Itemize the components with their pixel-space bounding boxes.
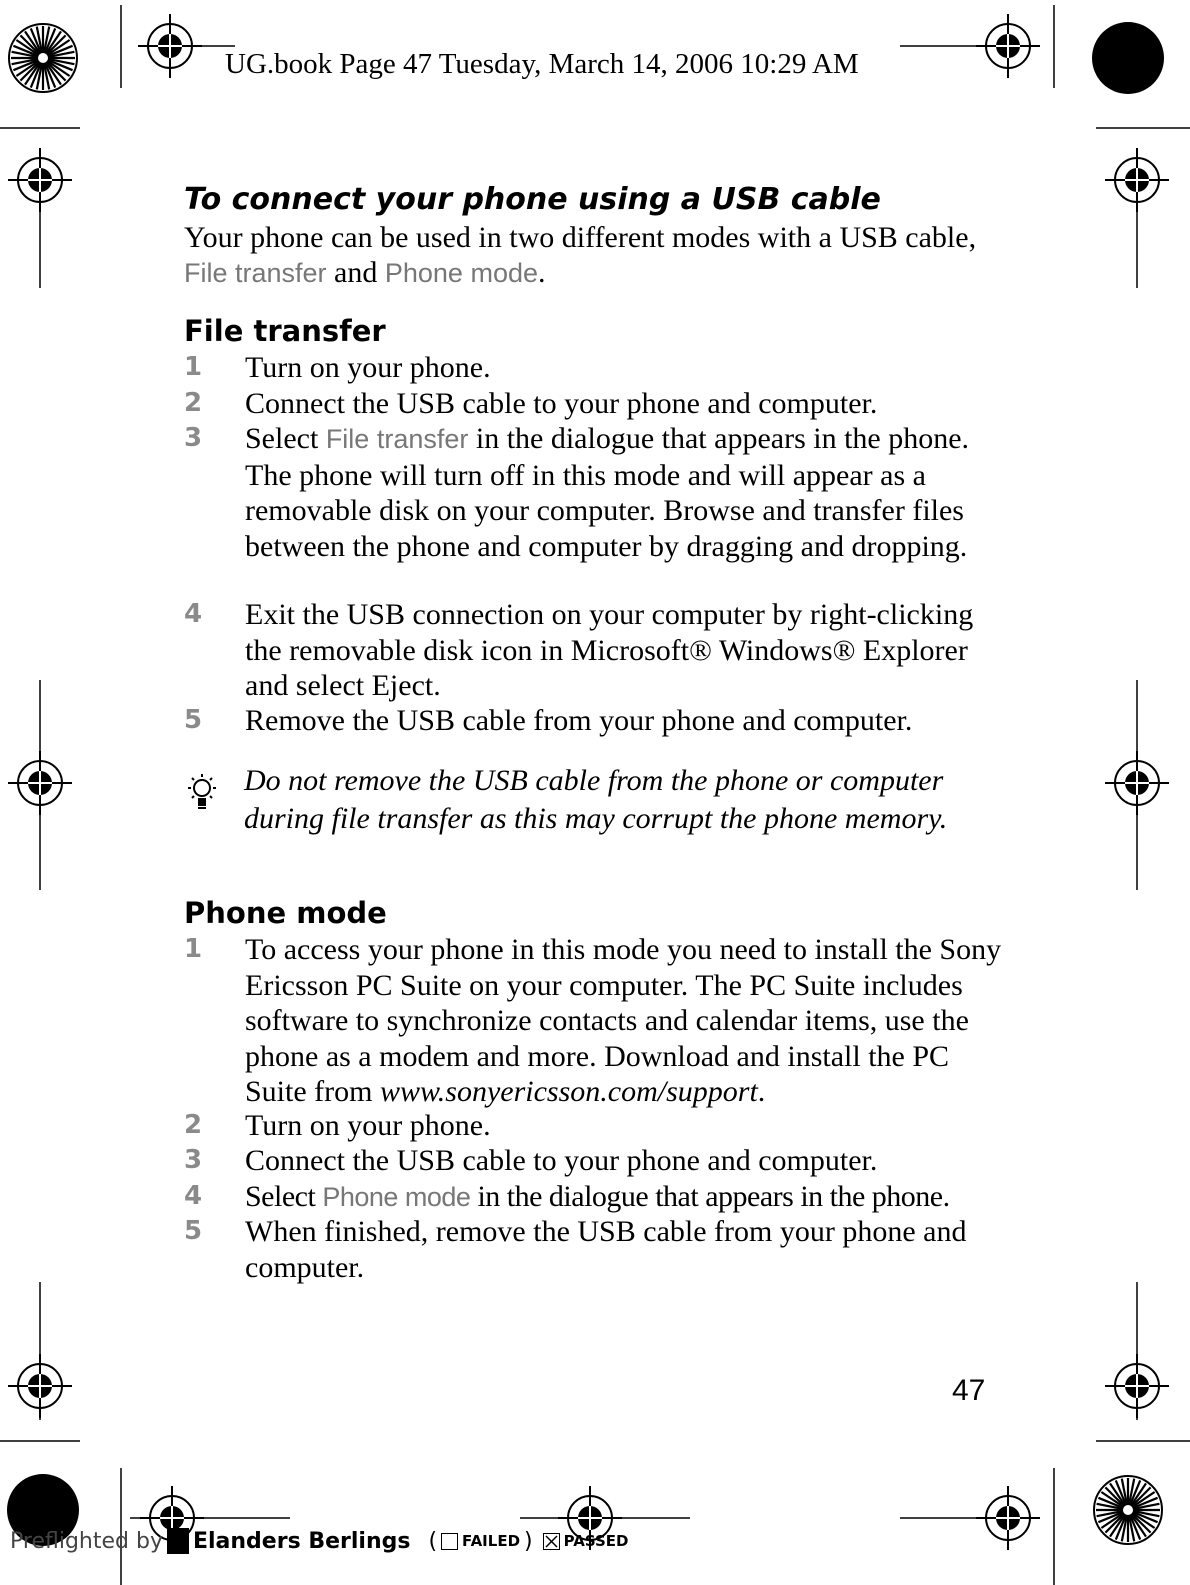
step-number: 1	[184, 934, 203, 964]
step-number: 3	[184, 423, 203, 453]
phone-mode-heading: Phone mode	[184, 896, 387, 930]
file-transfer-step-2	[184, 386, 1014, 422]
passed-label: PASSED	[563, 1532, 629, 1550]
book-header-slug: UG.book Page 47 Tuesday, March 14, 2006 10:29 AM	[225, 48, 859, 80]
step-text: Turn on your phone.	[245, 351, 491, 384]
step-text-before: Select	[245, 1180, 323, 1213]
step-number: 5	[184, 1216, 203, 1246]
step-text-before: To access your phone in this mode you need to install the Sony Ericsson PC Suite on your computer. The PC Suite includes software to synchronize contacts and calendar items, use the phone as a modem and more. Download and install the PC Suite from	[245, 933, 1002, 1108]
step-term-file-transfer: File transfer	[325, 424, 469, 454]
step-text	[245, 421, 1014, 564]
step-number: 4	[184, 1181, 202, 1211]
step-number: 5	[184, 705, 203, 735]
step-number: 1	[184, 352, 203, 382]
step-text-after: .	[757, 1075, 766, 1108]
file-transfer-step-4	[184, 597, 1014, 704]
step-text-after: in the dialogue that appears in the phone. The phone will turn off in this mode and will appear as a removable disk on your computer. Browse and transfer files between the phone and computer by dragging and dropping.	[245, 422, 970, 563]
intro-text-after: .	[538, 256, 546, 289]
step-text	[245, 1179, 1014, 1216]
step-text: When finished, remove the USB cable from your phone and computer.	[245, 1215, 967, 1284]
phone-mode-step-4	[184, 1179, 1014, 1216]
phone-mode-step-3	[184, 1143, 1014, 1179]
step-text: Connect the USB cable to your phone and computer.	[245, 387, 878, 420]
intro-term-phone-mode: Phone mode	[384, 258, 538, 288]
paren-open: (	[428, 1528, 438, 1554]
elanders-logo-icon	[167, 1528, 189, 1554]
file-transfer-step-5	[184, 703, 1014, 739]
failed-label: FAILED	[462, 1532, 521, 1550]
passed-checkbox-icon	[543, 1533, 560, 1550]
file-transfer-step-3	[184, 421, 1014, 564]
tip-note: Do not remove the USB cable from the phone or computer during file transfer as this may corrupt the phone memory.	[244, 764, 948, 835]
brand-name: Elanders Berlings	[192, 1528, 411, 1554]
paren-close: )	[524, 1528, 533, 1554]
support-url-link[interactable]: www.sonyericsson.com/support	[380, 1075, 758, 1108]
phone-mode-step-5	[184, 1214, 1014, 1285]
step-text: Connect the USB cable to your phone and computer.	[245, 1144, 878, 1177]
intro-term-file-transfer: File transfer	[184, 258, 327, 288]
step-number: 2	[184, 1110, 203, 1140]
step-text	[245, 932, 1014, 1110]
section-title: To connect your phone using a USB cable	[184, 182, 881, 217]
step-text: Exit the USB connection on your computer by right-clicking the removable disk icon in Microsoft® Windows® Explorer and select Eject.	[245, 598, 974, 702]
step-number: 3	[184, 1145, 203, 1175]
step-term-phone-mode: Phone mode	[322, 1182, 471, 1212]
intro-text-mid: and	[326, 256, 385, 289]
step-text: Turn on your phone.	[245, 1109, 491, 1142]
step-number: 4	[184, 599, 203, 629]
file-transfer-step-1	[184, 350, 1014, 386]
step-text: Remove the USB cable from your phone and computer.	[245, 704, 913, 737]
lightbulb-icon	[182, 772, 222, 816]
step-text-before: Select	[245, 422, 326, 455]
preflight-footer	[10, 1528, 628, 1554]
preflighted-by-label: Preflighted by	[10, 1528, 163, 1554]
page-number: 47	[952, 1374, 986, 1407]
intro-text-before: Your phone can be used in two different modes with a USB cable,	[184, 221, 977, 254]
phone-mode-step-2	[184, 1108, 1014, 1144]
file-transfer-heading: File transfer	[184, 314, 386, 348]
phone-mode-step-1	[184, 932, 1014, 1110]
failed-checkbox-icon	[441, 1533, 458, 1550]
step-text-after: in the dialogue that appears in the phone.	[470, 1180, 950, 1213]
intro-paragraph	[184, 220, 1014, 291]
step-number: 2	[184, 388, 203, 418]
